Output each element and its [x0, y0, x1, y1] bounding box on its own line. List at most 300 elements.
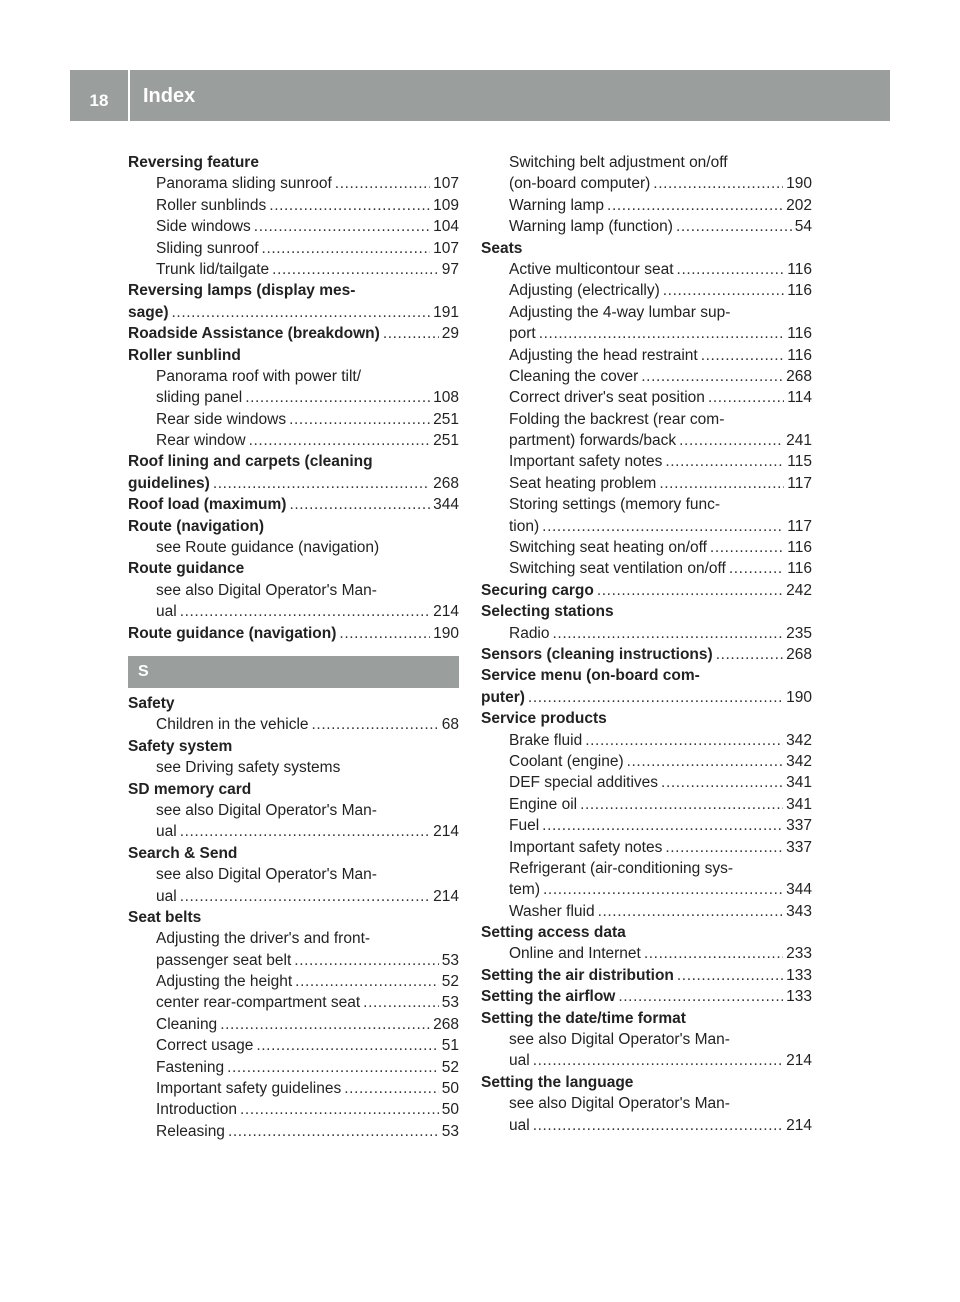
- entry-label: Seat belts: [128, 908, 202, 926]
- dot-leader: [729, 558, 784, 579]
- dot-leader: [245, 387, 430, 408]
- index-entry-puter: [481, 687, 812, 708]
- dot-leader: [598, 901, 784, 922]
- index-subentry-online-and-internet: [481, 943, 812, 964]
- entry-label: tion): [509, 517, 540, 535]
- dot-leader: [542, 516, 784, 537]
- index-subentry-correct-driver-s-seat-position: [481, 387, 812, 408]
- page-reference[interactable]: 116: [787, 325, 812, 343]
- entry-label: Seats: [481, 239, 523, 257]
- index-subentry-port: [481, 323, 812, 344]
- page-reference[interactable]: 117: [787, 474, 812, 492]
- index-entry-route-guidance-navigation: [128, 623, 459, 644]
- dot-leader: [220, 1014, 430, 1035]
- entry-label: passenger seat belt: [156, 951, 292, 969]
- entry-label: Route guidance: [128, 560, 245, 578]
- entry-label: ual: [509, 1052, 530, 1070]
- index-subentry-cleaning-the-cover: [481, 366, 812, 387]
- page-reference[interactable]: 268: [786, 645, 812, 663]
- dot-leader: [665, 837, 783, 858]
- page-reference[interactable]: 342: [786, 731, 812, 749]
- entry-label: Route (navigation): [128, 517, 265, 535]
- dot-leader: [256, 1035, 438, 1056]
- index-subentry-refrigerant-air-conditioning-sys: [481, 858, 812, 879]
- page-reference[interactable]: 133: [786, 966, 812, 984]
- dot-leader: [708, 387, 784, 408]
- index-entry-safety-system: [128, 736, 459, 757]
- page-reference[interactable]: 214: [433, 823, 459, 841]
- entry-label: Washer fluid: [509, 902, 595, 920]
- page-reference[interactable]: 68: [441, 716, 459, 734]
- dot-leader: [295, 971, 439, 992]
- dot-leader: [180, 886, 430, 907]
- index-subentry-active-multicontour-seat: [481, 259, 812, 280]
- dot-leader: [269, 195, 430, 216]
- page-reference[interactable]: 337: [786, 838, 812, 856]
- dot-leader: [701, 345, 785, 366]
- entry-label: Setting the air distribution: [481, 966, 674, 984]
- entry-label: sage): [128, 303, 169, 321]
- index-subentry-sliding-panel: [128, 387, 459, 408]
- page-reference[interactable]: 268: [433, 1015, 459, 1033]
- dot-leader: [312, 714, 439, 735]
- entry-label: Engine oil: [509, 795, 578, 813]
- index-subentry-see-also-digital-operator-s-man: [481, 1029, 812, 1050]
- entry-label: Online and Internet: [509, 945, 641, 963]
- dot-leader: [542, 815, 783, 836]
- entry-label: Fastening: [156, 1058, 225, 1076]
- index-entry-route-navigation: [128, 516, 459, 537]
- page-reference[interactable]: 190: [786, 688, 812, 706]
- entry-label: see Driving safety systems: [156, 759, 341, 777]
- dot-leader: [249, 430, 431, 451]
- dot-leader: [383, 323, 439, 344]
- index-subentry-storing-settings-memory-func: [481, 494, 812, 515]
- entry-label: Roof load (maximum): [128, 496, 287, 514]
- index-entry-sage: [128, 302, 459, 323]
- entry-label: Important safety notes: [509, 838, 663, 856]
- entry-label: Reversing lamps (display mes-: [128, 282, 356, 300]
- entry-label: Fuel: [509, 817, 540, 835]
- index-subentry-passenger-seat-belt: [128, 950, 459, 971]
- page-reference[interactable]: 337: [786, 817, 812, 835]
- index-subentry-side-windows: [128, 216, 459, 237]
- entry-label: Folding the backrest (rear com-: [509, 410, 725, 428]
- entry-label: Coolant (engine): [509, 752, 624, 770]
- entry-label: Storing settings (memory func-: [509, 496, 721, 514]
- entry-label: Introduction: [156, 1101, 237, 1119]
- index-entry-setting-the-language: [481, 1072, 812, 1093]
- dot-leader: [677, 259, 785, 280]
- page-reference[interactable]: 268: [433, 474, 459, 492]
- entry-label: Safety: [128, 694, 175, 712]
- entry-label: Securing cargo: [481, 581, 594, 599]
- page-reference[interactable]: 191: [433, 303, 459, 321]
- dot-leader: [618, 986, 783, 1007]
- page-reference[interactable]: 52: [441, 973, 459, 991]
- entry-label: Warning lamp (function): [509, 218, 673, 236]
- entry-label: DEF special additives: [509, 774, 659, 792]
- page-reference[interactable]: 53: [441, 994, 459, 1012]
- dot-leader: [580, 794, 783, 815]
- page-reference[interactable]: 214: [786, 1052, 812, 1070]
- entry-label: Switching seat ventilation on/off: [509, 560, 726, 578]
- index-subentry-panorama-sliding-sunroof: [128, 173, 459, 194]
- page-reference[interactable]: 190: [433, 624, 459, 642]
- index-subentry-washer-fluid: [481, 901, 812, 922]
- dot-leader: [665, 451, 784, 472]
- index-subentry-see-route-guidance-navigation: [128, 537, 459, 558]
- index-subentry-on-board-computer: [481, 173, 812, 194]
- dot-leader: [539, 323, 785, 344]
- entry-label: Selecting stations: [481, 603, 614, 621]
- index-entry-roller-sunblind: [128, 345, 459, 366]
- index-subentry-warning-lamp-function: [481, 216, 812, 237]
- index-entry-roof-lining-and-carpets-cleaning: [128, 451, 459, 472]
- index-subentry-switching-seat-ventilation-on-off: [481, 558, 812, 579]
- entry-label: see also Digital Operator's Man-: [156, 581, 377, 599]
- index-subentry-introduction: [128, 1099, 459, 1120]
- index-subentry-fastening: [128, 1057, 459, 1078]
- page-reference[interactable]: 116: [787, 260, 812, 278]
- page-reference[interactable]: 235: [786, 624, 812, 642]
- index-entry-setting-the-airflow: [481, 986, 812, 1007]
- entry-label: Setting the date/time format: [481, 1009, 686, 1027]
- entry-label: Switching belt adjustment on/off: [509, 154, 728, 171]
- index-column-right: [481, 152, 812, 1136]
- index-entry-service-products: [481, 708, 812, 729]
- entry-label: Rear window: [156, 432, 246, 450]
- entry-label: Seat heating problem: [509, 474, 657, 492]
- entry-label: Cleaning the cover: [509, 367, 639, 385]
- entry-label: Rear side windows: [156, 410, 287, 428]
- page-reference[interactable]: 214: [433, 887, 459, 905]
- entry-label: see also Digital Operator's Man-: [156, 866, 377, 884]
- page-reference[interactable]: 51: [441, 1037, 459, 1055]
- entry-label: Children in the vehicle: [156, 716, 309, 734]
- dot-leader: [272, 259, 439, 280]
- dot-leader: [641, 366, 783, 387]
- dot-leader: [533, 1115, 783, 1136]
- index-entry-service-menu-on-board-com: [481, 665, 812, 686]
- index-subentry-folding-the-backrest-rear-com: [481, 409, 812, 430]
- entry-label: Side windows: [156, 218, 251, 236]
- dot-leader: [716, 644, 783, 665]
- index-subentry-coolant-engine: [481, 751, 812, 772]
- index-entry-setting-access-data: [481, 922, 812, 943]
- index-subentry-switching-belt-adjustment-on-off: [481, 152, 812, 173]
- page-reference[interactable]: 344: [433, 496, 459, 514]
- entry-label: Warning lamp: [509, 196, 605, 214]
- dot-leader: [710, 537, 784, 558]
- entry-label: Correct usage: [156, 1037, 254, 1055]
- index-subentry-releasing: [128, 1121, 459, 1142]
- index-entry-securing-cargo: [481, 580, 812, 601]
- page-reference[interactable]: 116: [787, 282, 812, 300]
- section-header-s: S: [128, 656, 459, 688]
- index-entry-seats: [481, 238, 812, 259]
- index-subentry-roller-sunblinds: [128, 195, 459, 216]
- page-reference[interactable]: 53: [441, 951, 459, 969]
- dot-leader: [227, 1057, 439, 1078]
- entry-label: center rear-compartment seat: [156, 994, 361, 1012]
- page-reference[interactable]: 97: [441, 260, 459, 278]
- index-subentry-partment-forwards-back: [481, 430, 812, 451]
- entry-label: Sensors (cleaning instructions): [481, 645, 713, 663]
- index-entry-sensors-cleaning-instructions: [481, 644, 812, 665]
- entry-label: see also Digital Operator's Man-: [156, 801, 377, 819]
- index-entry-guidelines: [128, 473, 459, 494]
- index-subentry-warning-lamp: [481, 195, 812, 216]
- page-reference[interactable]: 344: [786, 881, 812, 899]
- entry-label: ual: [156, 887, 177, 905]
- dot-leader: [553, 623, 784, 644]
- index-subentry-see-also-digital-operator-s-man: [128, 864, 459, 885]
- index-entry-seat-belts: [128, 907, 459, 928]
- entry-label: see also Digital Operator's Man-: [509, 1095, 730, 1113]
- entry-label: Cleaning: [156, 1015, 218, 1033]
- page-reference[interactable]: 104: [433, 218, 459, 236]
- entry-label: ual: [509, 1116, 530, 1134]
- entry-label: Adjusting the height: [156, 973, 293, 991]
- dot-leader: [180, 821, 430, 842]
- page-reference[interactable]: 107: [433, 239, 459, 257]
- index-entry-setting-the-air-distribution: [481, 965, 812, 986]
- index-subentry-adjusting-the-head-restraint: [481, 345, 812, 366]
- page-reference[interactable]: 242: [786, 581, 812, 599]
- index-subentry-rear-side-windows: [128, 409, 459, 430]
- page-reference[interactable]: 251: [433, 432, 459, 450]
- page-reference[interactable]: 241: [786, 432, 812, 450]
- page-reference[interactable]: 29: [441, 325, 459, 343]
- entry-label: Panorama sliding sunroof: [156, 175, 332, 193]
- entry-label: Setting access data: [481, 924, 626, 942]
- entry-label: Correct driver's seat position: [509, 389, 705, 407]
- dot-leader: [294, 950, 438, 971]
- page-reference[interactable]: 115: [787, 453, 812, 471]
- index-subentry-tion: [481, 516, 812, 537]
- entry-label: Service menu (on-board com-: [481, 667, 700, 685]
- entry-label: puter): [481, 688, 525, 706]
- entry-label: Releasing: [156, 1122, 225, 1140]
- entry-label: ual: [156, 603, 177, 621]
- header-divider: [128, 70, 130, 121]
- entry-label: Important safety guidelines: [156, 1080, 342, 1098]
- index-column-left: [128, 152, 459, 1142]
- index-subentry-see-driving-safety-systems: [128, 757, 459, 778]
- dot-leader: [213, 473, 430, 494]
- entry-label: Panorama roof with power tilt/: [156, 367, 362, 385]
- page-reference[interactable]: 214: [433, 603, 459, 621]
- dot-leader: [659, 473, 784, 494]
- entry-label: Sliding sunroof: [156, 239, 259, 257]
- dot-leader: [228, 1121, 439, 1142]
- entry-label: Service products: [481, 710, 607, 728]
- entry-label: partment) forwards/back: [509, 432, 677, 450]
- page-reference[interactable]: 116: [787, 346, 812, 364]
- index-subentry-cleaning: [128, 1014, 459, 1035]
- entry-label: Search & Send: [128, 844, 238, 862]
- dot-leader: [363, 992, 439, 1013]
- page-reference[interactable]: 268: [786, 367, 812, 385]
- entry-label: Important safety notes: [509, 453, 663, 471]
- page-reference[interactable]: 214: [786, 1116, 812, 1134]
- page-reference[interactable]: 50: [441, 1080, 459, 1098]
- index-subentry-center-rear-compartment-seat: [128, 992, 459, 1013]
- index-entry-reversing-lamps-display-mes: [128, 280, 459, 301]
- entry-label: (on-board computer): [509, 175, 651, 193]
- index-subentry-see-also-digital-operator-s-man: [128, 580, 459, 601]
- entry-label: Adjusting (electrically): [509, 282, 660, 300]
- index-subentry-correct-usage: [128, 1035, 459, 1056]
- index-subentry-adjusting-the-4-way-lumbar-sup: [481, 302, 812, 323]
- index-subentry-sliding-sunroof: [128, 238, 459, 259]
- dot-leader: [528, 687, 783, 708]
- index-entry-search-send: [128, 843, 459, 864]
- index-entry-route-guidance: [128, 558, 459, 579]
- entry-label: tem): [509, 881, 540, 899]
- page-reference[interactable]: 107: [433, 175, 459, 193]
- dot-leader: [679, 430, 783, 451]
- page-reference[interactable]: 117: [787, 517, 812, 535]
- entry-label: Adjusting the head restraint: [509, 346, 698, 364]
- page-number: 18: [89, 90, 109, 110]
- dot-leader: [627, 751, 784, 772]
- page-reference[interactable]: 342: [786, 752, 812, 770]
- entry-label: Reversing feature: [128, 154, 259, 171]
- page-reference[interactable]: 233: [786, 945, 812, 963]
- page-reference[interactable]: 341: [786, 795, 812, 813]
- index-subentry-seat-heating-problem: [481, 473, 812, 494]
- page-reference[interactable]: 202: [786, 196, 812, 214]
- dot-leader: [607, 195, 783, 216]
- index-entry-reversing-feature: [128, 152, 459, 173]
- dot-leader: [254, 216, 430, 237]
- index-subentry-ual: [128, 821, 459, 842]
- dot-leader: [172, 302, 431, 323]
- entry-label: Switching seat heating on/off: [509, 539, 707, 557]
- index-subentry-ual: [128, 886, 459, 907]
- dot-leader: [661, 772, 783, 793]
- dot-leader: [240, 1099, 439, 1120]
- index-entry-setting-the-date-time-format: [481, 1008, 812, 1029]
- index-subentry-ual: [481, 1115, 812, 1136]
- index-subentry-engine-oil: [481, 794, 812, 815]
- index-subentry-ual: [128, 601, 459, 622]
- entry-label: Setting the airflow: [481, 988, 616, 1006]
- index-subentry-important-safety-notes: [481, 451, 812, 472]
- index-entry-roadside-assistance-breakdown: [128, 323, 459, 344]
- index-entry-selecting-stations: [481, 601, 812, 622]
- page-reference[interactable]: 108: [433, 389, 459, 407]
- dot-leader: [262, 238, 431, 259]
- dot-leader: [335, 173, 430, 194]
- page-reference[interactable]: 116: [787, 539, 812, 557]
- index-subentry-adjusting-the-driver-s-and-front: [128, 928, 459, 949]
- entry-label: port: [509, 325, 536, 343]
- entry-label: Route guidance (navigation): [128, 624, 337, 642]
- page-reference[interactable]: 53: [441, 1122, 459, 1140]
- entry-label: guidelines): [128, 474, 210, 492]
- entry-label: Roller sunblinds: [156, 196, 267, 214]
- dot-leader: [289, 409, 430, 430]
- entry-label: Roof lining and carpets (cleaning: [128, 453, 373, 471]
- index-subentry-trunk-lid-tailgate: [128, 259, 459, 280]
- index-subentry-brake-fluid: [481, 730, 812, 751]
- index-entry-sd-memory-card: [128, 779, 459, 800]
- page-reference[interactable]: 133: [786, 988, 812, 1006]
- dot-leader: [289, 494, 430, 515]
- index-subentry-important-safety-guidelines: [128, 1078, 459, 1099]
- index-subentry-tem: [481, 879, 812, 900]
- dot-leader: [585, 730, 783, 751]
- entry-label: Adjusting the driver's and front-: [156, 930, 371, 948]
- dot-leader: [676, 216, 792, 237]
- page-reference[interactable]: 50: [441, 1101, 459, 1119]
- dot-leader: [339, 623, 430, 644]
- page-reference[interactable]: 190: [786, 175, 812, 193]
- page-reference[interactable]: 341: [786, 774, 812, 792]
- index-subentry-fuel: [481, 815, 812, 836]
- page-reference[interactable]: 251: [433, 410, 459, 428]
- entry-label: see Route guidance (navigation): [156, 539, 380, 557]
- entry-label: Roadside Assistance (breakdown): [128, 325, 380, 343]
- dot-leader: [543, 879, 783, 900]
- page-reference[interactable]: 109: [433, 196, 459, 214]
- index-subentry-see-also-digital-operator-s-man: [128, 800, 459, 821]
- page-title: Index: [143, 85, 196, 107]
- dot-leader: [597, 580, 783, 601]
- entry-label: see also Digital Operator's Man-: [509, 1031, 730, 1049]
- index-subentry-radio: [481, 623, 812, 644]
- dot-leader: [533, 1050, 783, 1071]
- index-subentry-adjusting-electrically: [481, 280, 812, 301]
- index-entry-safety: [128, 693, 459, 714]
- page-reference[interactable]: 114: [787, 389, 812, 407]
- page-reference[interactable]: 343: [786, 902, 812, 920]
- index-subentry-rear-window: [128, 430, 459, 451]
- page-reference[interactable]: 54: [794, 218, 812, 236]
- index-subentry-adjusting-the-height: [128, 971, 459, 992]
- index-subentry-panorama-roof-with-power-tilt: [128, 366, 459, 387]
- page-reference[interactable]: 52: [441, 1058, 459, 1076]
- dot-leader: [344, 1078, 439, 1099]
- entry-label: Active multicontour seat: [509, 260, 674, 278]
- entry-label: ual: [156, 823, 177, 841]
- entry-label: Roller sunblind: [128, 346, 241, 364]
- dot-leader: [653, 173, 783, 194]
- page-header: [70, 70, 890, 121]
- index-subentry-important-safety-notes: [481, 837, 812, 858]
- index-subentry-children-in-the-vehicle: [128, 714, 459, 735]
- dot-leader: [644, 943, 783, 964]
- entry-label: Safety system: [128, 737, 233, 755]
- dot-leader: [180, 601, 430, 622]
- entry-label: Adjusting the 4-way lumbar sup-: [509, 303, 731, 321]
- page-reference[interactable]: 116: [787, 560, 812, 578]
- index-subentry-def-special-additives: [481, 772, 812, 793]
- index-entry-roof-load-maximum: [128, 494, 459, 515]
- dot-leader: [677, 965, 783, 986]
- entry-label: Brake fluid: [509, 731, 583, 749]
- entry-label: SD memory card: [128, 780, 252, 798]
- index-subentry-switching-seat-heating-on-off: [481, 537, 812, 558]
- index-subentry-ual: [481, 1050, 812, 1071]
- entry-label: sliding panel: [156, 389, 243, 407]
- dot-leader: [663, 280, 785, 301]
- entry-label: Trunk lid/tailgate: [156, 260, 270, 278]
- entry-label: Radio: [509, 624, 550, 642]
